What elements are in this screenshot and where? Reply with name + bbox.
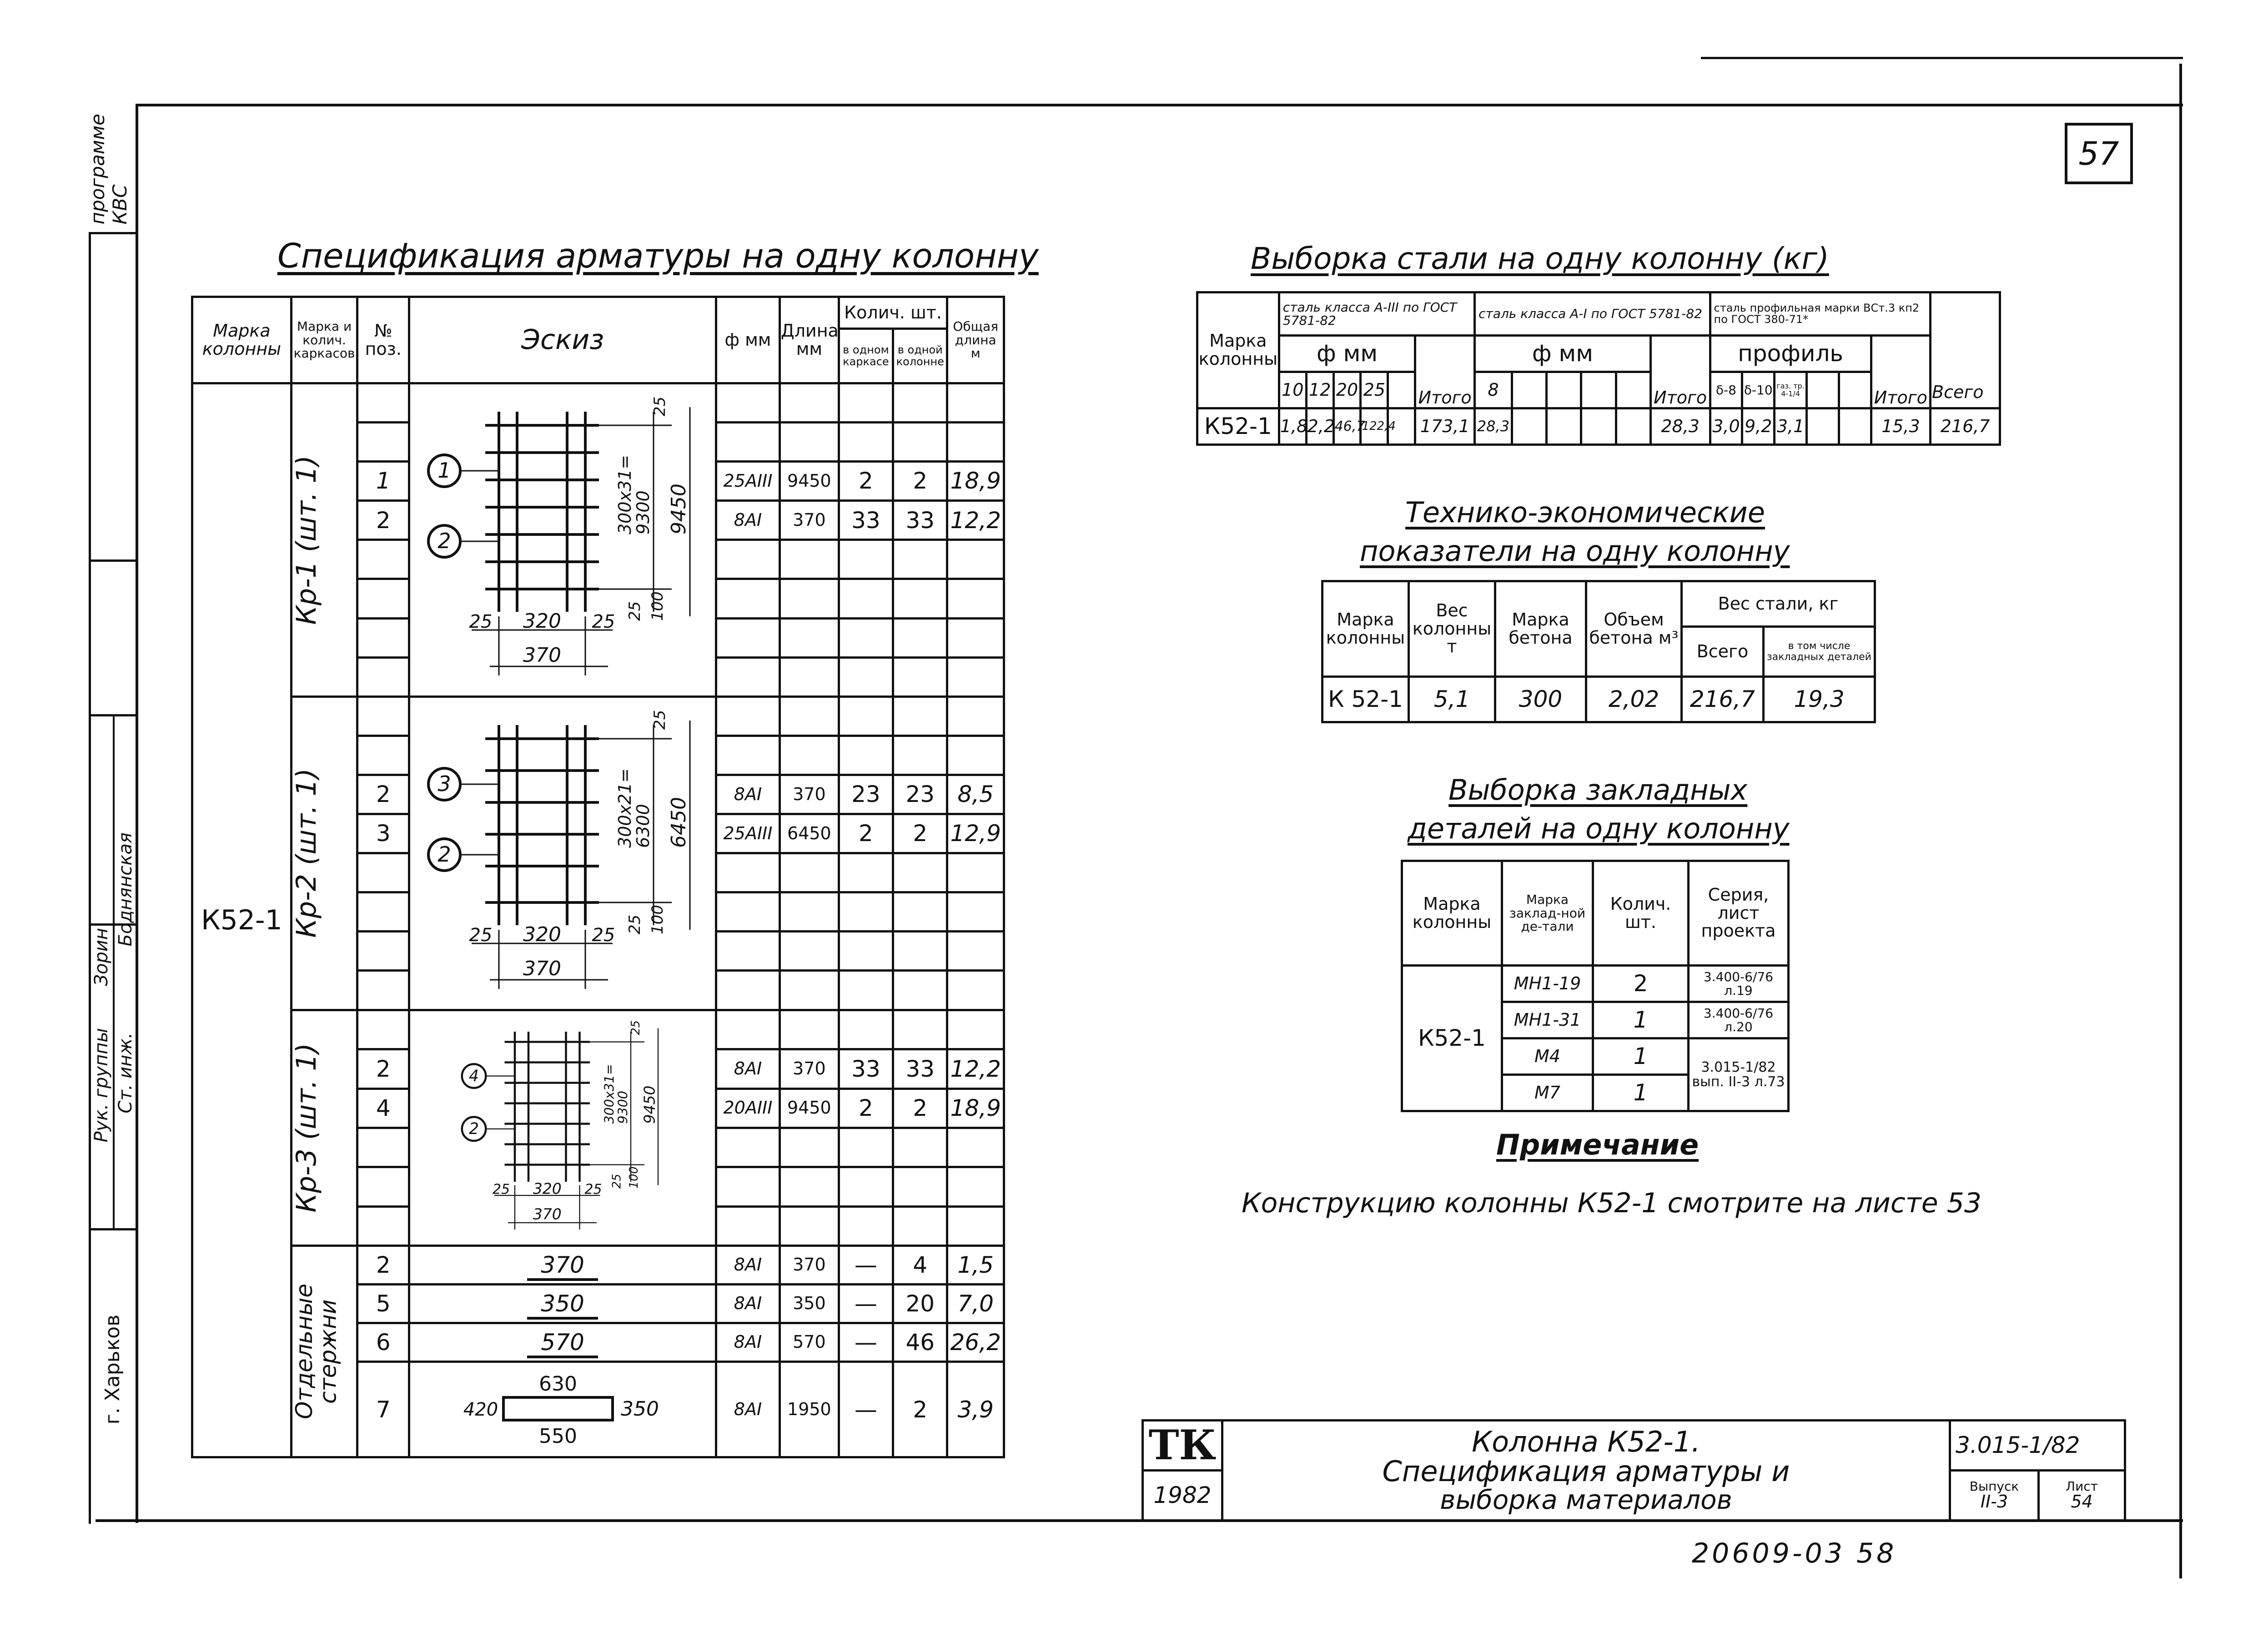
h-length: Длина мм bbox=[780, 297, 839, 383]
sheet-number: 57 bbox=[2078, 135, 2119, 172]
tb-title-2: Спецификация арматуры и bbox=[1382, 1455, 1790, 1488]
st-a3-v1: 1,8 bbox=[1279, 408, 1306, 445]
g3-r1-qc: 33 bbox=[893, 1049, 947, 1089]
st-prof-v3: 3,1 bbox=[1775, 408, 1807, 445]
b4-top: 630 bbox=[539, 1372, 578, 1396]
te-mark: К 52-1 bbox=[1323, 677, 1409, 722]
g2-r1-qf: 23 bbox=[839, 775, 893, 814]
tb-issue: II-3 bbox=[1980, 1492, 2008, 1512]
tech-title-2: показатели на одну колонну bbox=[1360, 534, 1790, 568]
st-h-total-2: Итого bbox=[1650, 336, 1710, 408]
bars-mark-cell bbox=[291, 1246, 357, 1457]
tb-sheet: 54 bbox=[2071, 1492, 2093, 1512]
g1-r2-len: 370 bbox=[780, 501, 839, 540]
b2-sketch bbox=[409, 1285, 716, 1323]
dim-side-l-3: 25 bbox=[493, 1181, 510, 1197]
note-text: Конструкцию колонны К52-1 смотрите на листе 53 bbox=[1242, 1187, 1982, 1219]
group-3-mark-cell bbox=[291, 1010, 357, 1246]
te-steel-emb: 19,3 bbox=[1764, 677, 1875, 722]
em-column: К52-1 bbox=[1402, 966, 1502, 1111]
b1-qc: 4 bbox=[893, 1246, 947, 1285]
left-strip-divider-5 bbox=[89, 1228, 138, 1230]
st-a3-total: 173,1 bbox=[1415, 408, 1475, 445]
margin-city: г. Харьков bbox=[101, 1315, 124, 1425]
b4-sketch bbox=[409, 1362, 716, 1457]
b3-sketch bbox=[409, 1323, 716, 1362]
tb-h-issue: Выпуск bbox=[1969, 1478, 2019, 1494]
g1-r2-total: 12,2 bbox=[947, 501, 1004, 540]
bottom-stamp: 20609-03 58 bbox=[1692, 1537, 1897, 1569]
bubble-1: 1 bbox=[438, 458, 451, 483]
em-r2-qty: 1 bbox=[1593, 1002, 1689, 1038]
te-h-concrete: Марка бетона bbox=[1495, 581, 1586, 677]
frame-1-sketch bbox=[417, 384, 708, 694]
dim-bot2-3: 100 bbox=[627, 1166, 641, 1189]
margin-position-2: Ст. инж. bbox=[115, 1033, 136, 1114]
frame-3-sketch bbox=[417, 1011, 708, 1243]
b1-dia: 8АI bbox=[716, 1246, 779, 1285]
st-a1-v1: 28,3 bbox=[1475, 408, 1512, 445]
g2-r1-len: 370 bbox=[780, 775, 839, 814]
group-1-sketch bbox=[409, 383, 716, 697]
frame-top-line bbox=[136, 104, 2183, 106]
st-h-total-3: Итого bbox=[1871, 336, 1931, 408]
h-frame-mark: Марка и колич. каркасов bbox=[291, 297, 357, 383]
em-r2-series: 3.400-6/76 л.20 bbox=[1689, 1002, 1789, 1038]
st-a3-d1: 10 bbox=[1279, 372, 1306, 408]
dim-side-l-2: 25 bbox=[469, 924, 493, 946]
st-h-fmm-2: ф мм bbox=[1475, 336, 1651, 372]
g3-r2-len: 9450 bbox=[780, 1089, 839, 1128]
h-qty-frame: в одном каркасе bbox=[839, 329, 893, 383]
b3-dia: 8АI bbox=[716, 1323, 779, 1362]
b1-qf: — bbox=[839, 1246, 893, 1285]
b1-sketch bbox=[409, 1246, 716, 1285]
st-a3-d3: 20 bbox=[1333, 372, 1361, 408]
te-h-mark: Марка колонны bbox=[1323, 581, 1409, 677]
b3-qf: — bbox=[839, 1323, 893, 1362]
st-a3-v3: 46,7 bbox=[1333, 408, 1361, 445]
b2-qf: — bbox=[839, 1285, 893, 1323]
em-r2-part: МН1-31 bbox=[1502, 1002, 1593, 1038]
g3-r2-qc: 2 bbox=[893, 1089, 947, 1128]
st-prof-v2: 9,2 bbox=[1742, 408, 1775, 445]
margin-top-label: программе КВС bbox=[86, 114, 131, 225]
st-prof-total: 15,3 bbox=[1871, 408, 1931, 445]
g2-r2-qc: 2 bbox=[893, 814, 947, 853]
sheet-number-box bbox=[2065, 123, 2133, 184]
te-h-steel-all: Всего bbox=[1682, 627, 1764, 677]
g2-r1-qc: 23 bbox=[893, 775, 947, 814]
g2-r1-dia: 8АI bbox=[716, 775, 779, 814]
st-h-total-1: Итого bbox=[1415, 336, 1475, 408]
h-col-mark: Марка колонны bbox=[192, 297, 292, 383]
g1-r1-pos: 1 bbox=[357, 462, 409, 501]
group-1-mark-cell bbox=[291, 383, 357, 697]
em-r3-qty: 1 bbox=[1593, 1038, 1689, 1075]
st-row-mark: К52-1 bbox=[1197, 408, 1279, 445]
group-2-mark-cell bbox=[291, 696, 357, 1010]
g3-r2-dia: 20АIII bbox=[716, 1089, 779, 1128]
b1-len: 370 bbox=[780, 1246, 839, 1285]
b4-bottom: 550 bbox=[539, 1424, 578, 1448]
te-h-steel-emb: в том числе закладных деталей bbox=[1764, 627, 1875, 677]
h-qty: Колич. шт. bbox=[839, 297, 947, 329]
tb-sheet-cell bbox=[2039, 1471, 2125, 1521]
st-prof-2: δ-10 bbox=[1742, 372, 1775, 408]
tb-code: 3.015-1/82 bbox=[1950, 1421, 2125, 1471]
g1-r2-pos: 2 bbox=[357, 501, 409, 540]
title-block bbox=[1142, 1419, 2126, 1522]
st-a3-v2: 2,2 bbox=[1306, 408, 1333, 445]
dim-total-w-2: 370 bbox=[523, 957, 562, 980]
g1-r1-qc: 2 bbox=[893, 462, 947, 501]
st-h-all: Всего bbox=[1932, 382, 1984, 402]
em-r1-series: 3.400-6/76 л.19 bbox=[1689, 966, 1789, 1002]
dim-top-3: 25 bbox=[629, 1020, 643, 1035]
g2-r1-pos: 2 bbox=[357, 775, 409, 814]
dim-w-3: 320 bbox=[533, 1179, 562, 1197]
dim-bot1-2: 25 bbox=[626, 914, 644, 934]
b1-pos: 2 bbox=[357, 1246, 409, 1285]
b2-dia: 8АI bbox=[716, 1285, 779, 1323]
g1-r1-qf: 2 bbox=[839, 462, 893, 501]
st-h-mark: Марка колонны bbox=[1197, 292, 1279, 408]
b3-pos: 6 bbox=[357, 1323, 409, 1362]
te-concrete: 300 bbox=[1495, 677, 1586, 722]
dim-h-3: 9450 bbox=[640, 1085, 659, 1124]
dim-top-2: 25 bbox=[651, 710, 669, 730]
dim-bot2: 100 bbox=[649, 591, 667, 621]
tb-logo: ТК bbox=[1143, 1421, 1222, 1471]
b3-qc: 46 bbox=[893, 1323, 947, 1362]
b4-right: 350 bbox=[621, 1397, 659, 1421]
dim-bot1-3: 25 bbox=[610, 1174, 624, 1189]
b4-qc: 2 bbox=[893, 1362, 947, 1457]
te-weight: 5,1 bbox=[1409, 677, 1495, 722]
g1-r2-dia: 8АI bbox=[716, 501, 779, 540]
g3-r1-dia: 8АI bbox=[716, 1049, 779, 1089]
dim-w: 320 bbox=[523, 610, 562, 633]
left-strip-border bbox=[89, 232, 91, 1524]
st-h-a1: сталь класса А-I по ГОСТ 5781-82 bbox=[1475, 292, 1710, 336]
emb-title-2: деталей на одну колонну bbox=[1408, 812, 1790, 845]
bubble-2: 2 bbox=[438, 529, 451, 553]
st-prof-3: газ. тр. 4-1/4 bbox=[1775, 372, 1807, 408]
top-right-stub bbox=[1701, 57, 2183, 59]
dim-total-w-3: 370 bbox=[533, 1205, 562, 1223]
b2-sketch-label: 350 bbox=[527, 1290, 598, 1320]
spec-title: Спецификация арматуры на одну колонну bbox=[277, 237, 1039, 276]
g3-r1-total: 12,2 bbox=[947, 1049, 1004, 1089]
g3-r1-qf: 33 bbox=[839, 1049, 893, 1089]
te-volume: 2,02 bbox=[1586, 677, 1682, 722]
st-h-a3: сталь класса А-III по ГОСТ 5781-82 bbox=[1279, 292, 1474, 336]
frame-2-sketch bbox=[417, 698, 708, 1007]
te-h-volume: Объем бетона м³ bbox=[1586, 581, 1682, 677]
tb-issue-cell bbox=[1950, 1471, 2039, 1521]
dim-w-2: 320 bbox=[523, 922, 562, 946]
em-r4-qty: 1 bbox=[1593, 1075, 1689, 1111]
left-strip-divider-2 bbox=[89, 559, 138, 562]
em-h-series: Серия, лист проекта bbox=[1689, 861, 1789, 966]
em-r3-series: 3.015-1/82 вып. II-3 л.73 bbox=[1689, 1038, 1789, 1111]
h-dia: ф мм bbox=[716, 297, 779, 383]
h-pos: № поз. bbox=[357, 297, 409, 383]
h-sketch: Эскиз bbox=[409, 297, 716, 383]
dim-step2-3: 9300 bbox=[615, 1090, 631, 1124]
b1-total: 1,5 bbox=[947, 1246, 1004, 1285]
dim-step-3: 300x31= bbox=[602, 1063, 617, 1124]
st-a3-d4: 25 bbox=[1361, 372, 1388, 408]
dim-bot2-2: 100 bbox=[649, 904, 667, 934]
steel-table bbox=[1196, 291, 2001, 446]
spec-column-mark: К52-1 bbox=[192, 383, 292, 1457]
dim-side-r-3: 25 bbox=[584, 1181, 602, 1197]
b4-qf: — bbox=[839, 1362, 893, 1457]
margin-position-1: Рук. группы bbox=[91, 1028, 112, 1143]
b4-total: 3,9 bbox=[947, 1362, 1004, 1457]
st-all: 216,7 bbox=[1931, 408, 2000, 445]
te-h-weight: Вес колонны т bbox=[1409, 581, 1495, 677]
dim-h-2: 6450 bbox=[667, 796, 691, 848]
em-h-part: Марка заклад-ной де-тали bbox=[1502, 861, 1593, 966]
g2-r2-pos: 3 bbox=[357, 814, 409, 853]
st-h-fmm-1: ф мм bbox=[1279, 336, 1415, 372]
b2-qc: 20 bbox=[893, 1285, 947, 1323]
h-total: Общая длина м bbox=[947, 297, 1004, 383]
dim-side-l: 25 bbox=[469, 611, 493, 632]
em-r3-part: М4 bbox=[1502, 1038, 1593, 1075]
st-a3-d2: 12 bbox=[1306, 372, 1333, 408]
st-a3-v4: 122,4 bbox=[1361, 408, 1388, 445]
em-h-qty: Колич. шт. bbox=[1593, 861, 1689, 966]
group-1-mark: Кр-1 (шт. 1) bbox=[290, 455, 322, 625]
b4-left: 420 bbox=[463, 1399, 498, 1420]
em-r1-part: МН1-19 bbox=[1502, 966, 1593, 1002]
em-r1-qty: 2 bbox=[1593, 966, 1689, 1002]
dim-step2: 9300 bbox=[633, 490, 654, 534]
te-steel-all: 216,7 bbox=[1682, 677, 1764, 722]
g3-r2-pos: 4 bbox=[357, 1089, 409, 1128]
bubble-2c: 2 bbox=[469, 1119, 479, 1138]
b2-total: 7,0 bbox=[947, 1285, 1004, 1323]
group-3-sketch bbox=[409, 1010, 716, 1246]
bubble-3: 3 bbox=[438, 771, 451, 796]
group-3-mark: Кр-3 (шт. 1) bbox=[290, 1043, 322, 1213]
dim-top: 25 bbox=[651, 396, 669, 416]
tb-title-1: Колонна К52-1. bbox=[1472, 1425, 1700, 1458]
b2-len: 350 bbox=[780, 1285, 839, 1323]
bubble-2b: 2 bbox=[438, 842, 451, 867]
g2-r1-total: 8,5 bbox=[947, 775, 1004, 814]
g2-r2-qf: 2 bbox=[839, 814, 893, 853]
dim-step: 300x31= bbox=[615, 454, 635, 534]
embedded-table bbox=[1401, 860, 1790, 1112]
left-strip-divider-1 bbox=[89, 232, 138, 234]
g2-r2-len: 6450 bbox=[780, 814, 839, 853]
bar-7-sketch bbox=[444, 1363, 681, 1454]
bubble-4: 4 bbox=[469, 1067, 479, 1085]
st-prof-1: δ-8 bbox=[1710, 372, 1742, 408]
b1-sketch-label: 370 bbox=[527, 1252, 598, 1281]
st-h-prof: сталь профильная марки ВСт.3 кп2 по ГОСТ 380-71* bbox=[1710, 292, 1931, 336]
dim-step-2: 300x21= bbox=[615, 768, 635, 848]
st-a1-total: 28,3 bbox=[1650, 408, 1710, 445]
g1-r1-len: 9450 bbox=[780, 462, 839, 501]
st-h-profile: профиль bbox=[1710, 336, 1871, 372]
st-prof-v1: 3,0 bbox=[1710, 408, 1742, 445]
tb-year: 1982 bbox=[1143, 1471, 1222, 1521]
group-2-sketch bbox=[409, 696, 716, 1010]
tb-title-3: выборка материалов bbox=[1440, 1484, 1732, 1516]
g1-r1-total: 18,9 bbox=[947, 462, 1004, 501]
dim-h: 9450 bbox=[667, 484, 691, 534]
steel-title: Выборка стали на одну колонну (кг) bbox=[1251, 241, 1829, 276]
dim-step2-2: 6300 bbox=[633, 804, 654, 848]
b2-pos: 5 bbox=[357, 1285, 409, 1323]
emb-title-1: Выборка закладных bbox=[1448, 773, 1748, 806]
bars-mark: Отдельные стержни bbox=[291, 1284, 342, 1420]
margin-name-1: Зорин bbox=[91, 928, 112, 986]
g3-r2-total: 18,9 bbox=[947, 1089, 1004, 1128]
em-h-mark: Марка колонны bbox=[1402, 861, 1502, 966]
b3-sketch-label: 570 bbox=[527, 1329, 598, 1358]
b3-total: 26,2 bbox=[947, 1323, 1004, 1362]
spec-table bbox=[191, 296, 1005, 1458]
left-strip-mid bbox=[113, 714, 115, 1228]
tb-title-cell bbox=[1222, 1421, 1950, 1521]
g3-r2-qf: 2 bbox=[839, 1089, 893, 1128]
g3-r1-pos: 2 bbox=[357, 1049, 409, 1089]
g1-r2-qf: 33 bbox=[839, 501, 893, 540]
h-qty-col: в одной колонне bbox=[893, 329, 947, 383]
b4-pos: 7 bbox=[357, 1362, 409, 1457]
st-a1-d1: 8 bbox=[1475, 372, 1512, 408]
dim-side-r-2: 25 bbox=[592, 924, 615, 946]
b3-len: 570 bbox=[780, 1323, 839, 1362]
te-h-steel: Вес стали, кг bbox=[1682, 581, 1875, 627]
g1-r2-qc: 33 bbox=[893, 501, 947, 540]
g3-r1-len: 370 bbox=[780, 1049, 839, 1089]
frame-left-line bbox=[136, 104, 138, 1523]
g2-r2-dia: 25АIII bbox=[716, 814, 779, 853]
dim-side-r: 25 bbox=[592, 611, 615, 632]
dim-bot1: 25 bbox=[626, 601, 644, 621]
group-2-mark: Кр-2 (шт. 1) bbox=[290, 768, 322, 938]
tech-title-1: Технико-экономические bbox=[1405, 496, 1765, 529]
frame-right-line bbox=[2179, 64, 2182, 1578]
margin-name-2: Боднянская bbox=[115, 832, 136, 947]
em-r4-part: М7 bbox=[1502, 1075, 1593, 1111]
tech-table bbox=[1321, 580, 1876, 723]
b4-dia: 8АI bbox=[716, 1362, 779, 1457]
g2-r2-total: 12,9 bbox=[947, 814, 1004, 853]
note-title: Примечание bbox=[1496, 1128, 1699, 1161]
dim-total-w: 370 bbox=[523, 644, 562, 667]
tb-h-sheet: Лист bbox=[2066, 1478, 2098, 1494]
g1-r1-dia: 25АIII bbox=[716, 462, 779, 501]
b4-len: 1950 bbox=[780, 1362, 839, 1457]
